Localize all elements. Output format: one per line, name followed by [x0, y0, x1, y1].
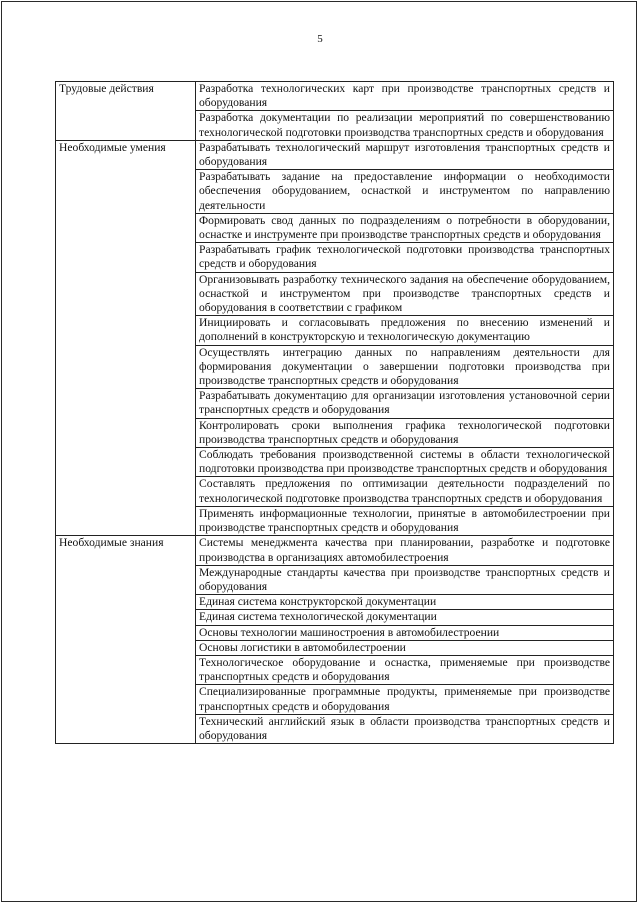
table-row: [56, 140, 614, 169]
section-item: Единая система технологической документации: [196, 610, 614, 625]
section-item: Осуществлять интеграцию данных по направлениям деятельности для формирования документации о завершении подготовки производства при производстве транспортных средств и оборудования: [196, 345, 614, 389]
section-item: Составлять предложения по оптимизации деятельности подразделений по технологической подготовке производства транспортных средств и оборудования: [196, 477, 614, 506]
section-item: Специализированные программные продукты, применяемые при производстве транспортных средств и оборудования: [196, 685, 614, 714]
section-item: Разработка технологических карт при производстве транспортных средств и оборудования: [196, 82, 614, 111]
page-number: 5: [317, 33, 323, 45]
section-item: Формировать свод данных по подразделениям о потребности в оборудовании, оснастке и инструменте при производстве транспортных средств и оборудования: [196, 213, 614, 242]
table-row: [56, 536, 614, 565]
section-item: Международные стандарты качества при производстве транспортных средств и оборудования: [196, 565, 614, 594]
section-item: Технологическое оборудование и оснастка, применяемые при производстве транспортных средств и оборудования: [196, 655, 614, 684]
section-item: Единая система конструкторской документации: [196, 595, 614, 610]
section-item: Разработка документации по реализации мероприятий по совершенствованию технологической подготовки производства транспортных средств и оборудования: [196, 111, 614, 140]
section-item: Организовывать разработку технического задания на обеспечение оборудованием, оснасткой и инструментом при производстве транспортных средств и оборудования в соответствии с графиком: [196, 272, 614, 316]
section-item: Применять информационные технологии, принятые в автомобилестроении при производстве транспортных средств и оборудования: [196, 506, 614, 535]
section-item: Соблюдать требования производственной системы в области технологической подготовки производства при производстве транспортных средств и оборудования: [196, 448, 614, 477]
section-item: Технический английский язык в области производства транспортных средств и оборудования: [196, 714, 614, 743]
section-label: Необходимые умения: [56, 140, 196, 535]
section-item: Разрабатывать технологический маршрут изготовления транспортных средств и оборудования: [196, 140, 614, 169]
section-item: Контролировать сроки выполнения графика технологической подготовки производства транспортных средств и оборудования: [196, 418, 614, 447]
section-item: Основы логистики в автомобилестроении: [196, 640, 614, 655]
section-item: Основы технологии машиностроения в автомобилестроении: [196, 625, 614, 640]
section-item: Инициировать и согласовывать предложения по внесению изменений и дополнений в конструкторскую и технологическую документацию: [196, 316, 614, 345]
section-item: Разрабатывать документацию для организации изготовления установочной серии транспортных средств и оборудования: [196, 389, 614, 418]
table-row: [56, 82, 614, 111]
competency-table: [55, 81, 614, 744]
section-item: Разрабатывать задание на предоставление информации о необходимости обеспечения оборудованием, оснасткой и инструментом по направлению деятельности: [196, 170, 614, 214]
section-label: Необходимые знания: [56, 536, 196, 744]
section-item: Системы менеджмента качества при планировании, разработке и подготовке производства в организациях автомобилестроения: [196, 536, 614, 565]
section-item: Разрабатывать график технологической подготовки производства транспортных средств и оборудования: [196, 243, 614, 272]
section-label: Трудовые действия: [56, 82, 196, 141]
